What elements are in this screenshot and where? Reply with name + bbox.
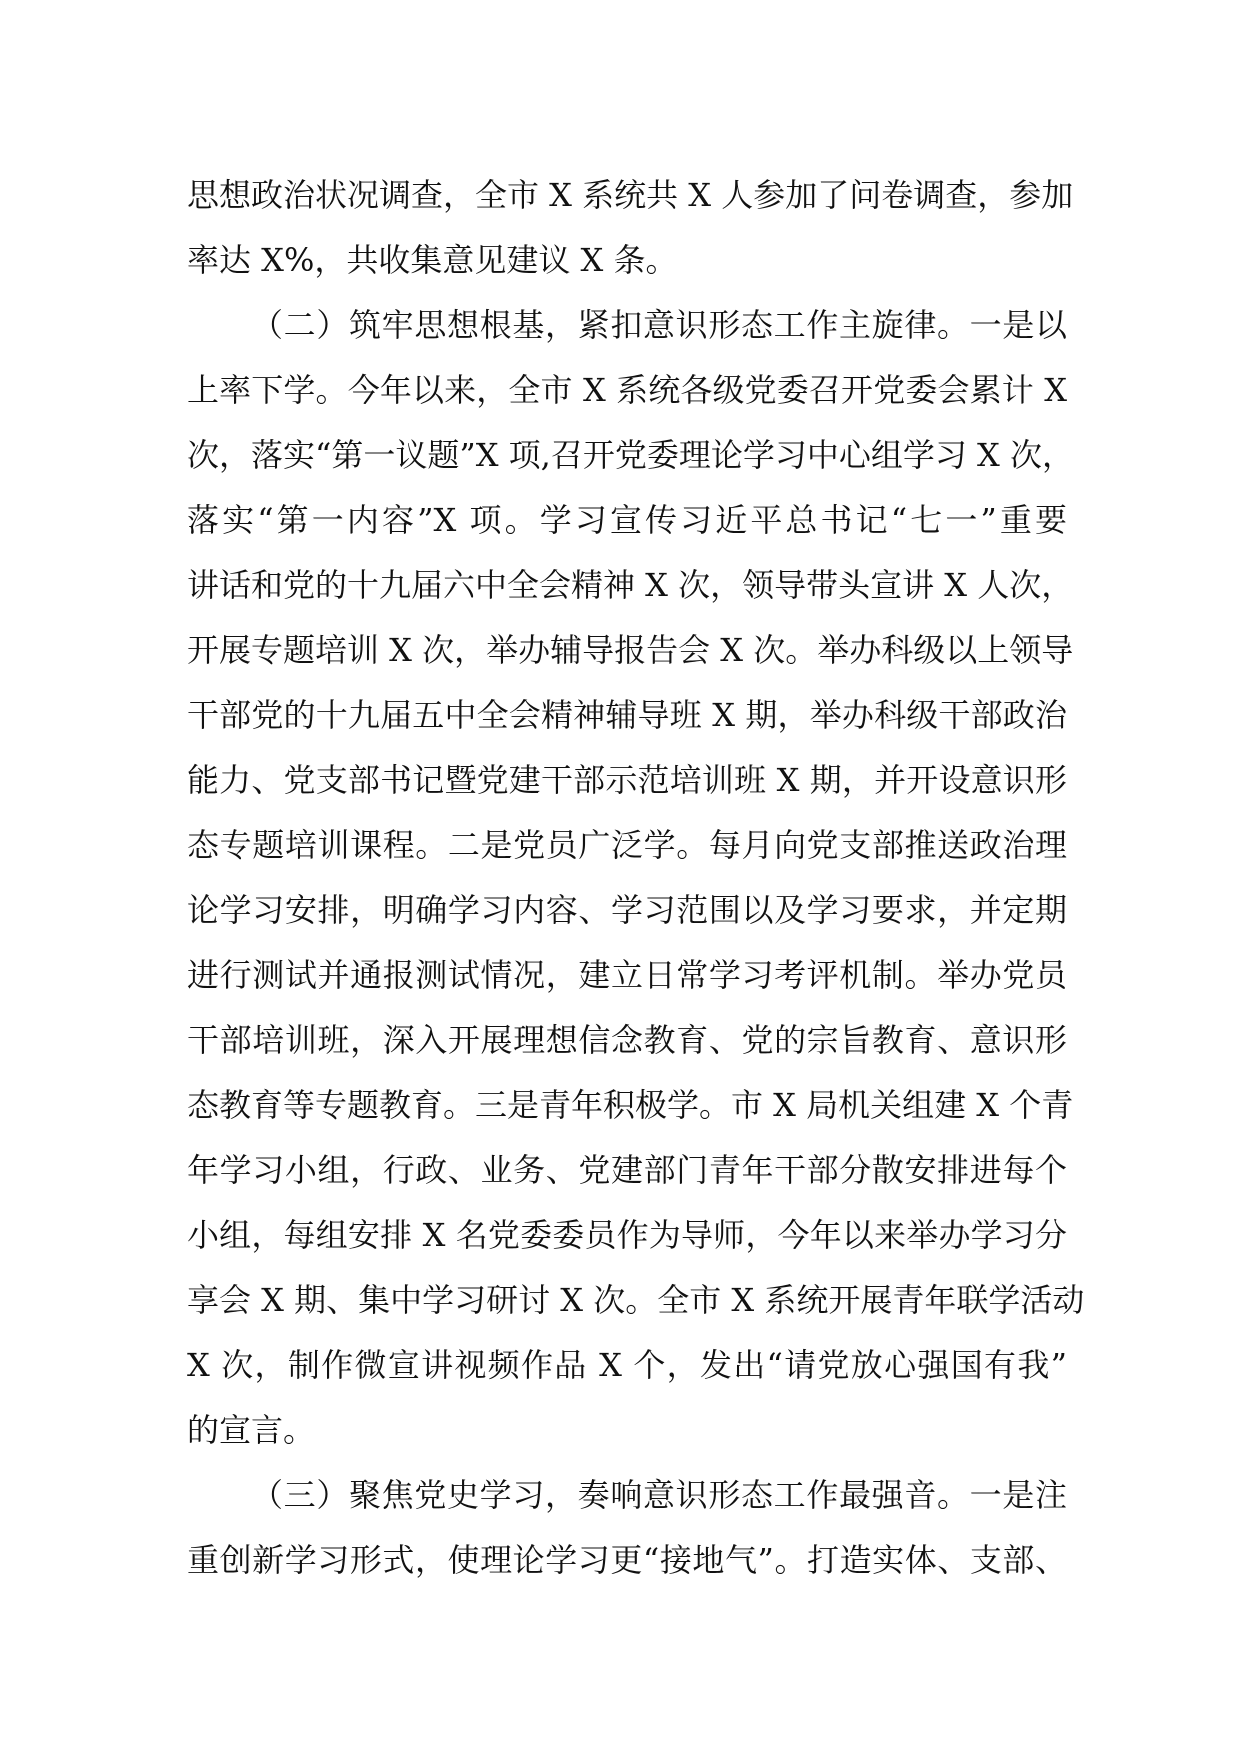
paragraph-2-line-16: 享会 X 期、集中学习研讨 X 次。全市 X 系统开展青年联学活动: [187, 1281, 1085, 1319]
paragraph-2-line-2: 上率下学。今年以来，全市 X 系统各级党委召开党委会累计 X: [187, 371, 1067, 409]
paragraph-2-line-18: 的宣言。: [187, 1411, 316, 1449]
paragraph-2-line-6: 开展专题培训 X 次，举办辅导报告会 X 次。举办科级以上领导: [187, 631, 1074, 669]
paragraph-1-line-2: 率达 X%，共收集意见建议 X 条。: [187, 241, 678, 279]
paragraph-2-line-12: 干部培训班，深入开展理想信念教育、党的宗旨教育、意识形: [187, 1021, 1067, 1059]
paragraph-2-line-13: 态教育等专题教育。三是青年积极学。市 X 局机关组建 X 个青: [187, 1086, 1074, 1124]
paragraph-2-line-3: 次，落实“第一议题”X 项,召开党委理论学习中心组学习 X 次，: [187, 436, 1074, 474]
paragraph-2-line-1: （二）筑牢思想根基，紧扣意识形态工作主旋律。一是以: [251, 306, 1067, 344]
paragraph-2-line-7: 干部党的十九届五中全会精神辅导班 X 期，举办科级干部政治: [187, 696, 1067, 734]
paragraph-1-line-1: 思想政治状况调查，全市 X 系统共 X 人参加了问卷调查，参加: [187, 176, 1074, 214]
paragraph-2-line-9: 态专题培训课程。二是党员广泛学。每月向党支部推送政治理: [187, 826, 1067, 864]
paragraph-2-line-8: 能力、党支部书记暨党建干部示范培训班 X 期，并开设意识形: [187, 761, 1067, 799]
paragraph-2-line-4: 落实“第一内容”X 项。学习宣传习近平总书记“七一”重要: [187, 501, 1067, 539]
paragraph-2-line-10: 论学习安排，明确学习内容、学习范围以及学习要求，并定期: [187, 891, 1067, 929]
paragraph-2-line-17: X 次，制作微宣讲视频作品 X 个，发出“请党放心强国有我”: [187, 1346, 1067, 1384]
paragraph-3-line-1: （三）聚焦党史学习，奏响意识形态工作最强音。一是注: [251, 1476, 1067, 1514]
body-text: [187, 163, 1085, 1593]
paragraph-2-line-15: 小组，每组安排 X 名党委委员作为导师，今年以来举办学习分: [187, 1216, 1067, 1254]
paragraph-3-line-2: 重创新学习形式，使理论学习更“接地气”。打造实体、支部、: [187, 1541, 1067, 1579]
paragraph-2-line-5: 讲话和党的十九届六中全会精神 X 次，领导带头宣讲 X 人次，: [187, 566, 1074, 604]
paragraph-2-line-14: 年学习小组，行政、业务、党建部门青年干部分散安排进每个: [187, 1151, 1067, 1189]
paragraph-2-line-11: 进行测试并通报测试情况，建立日常学习考评机制。举办党员: [187, 956, 1067, 994]
